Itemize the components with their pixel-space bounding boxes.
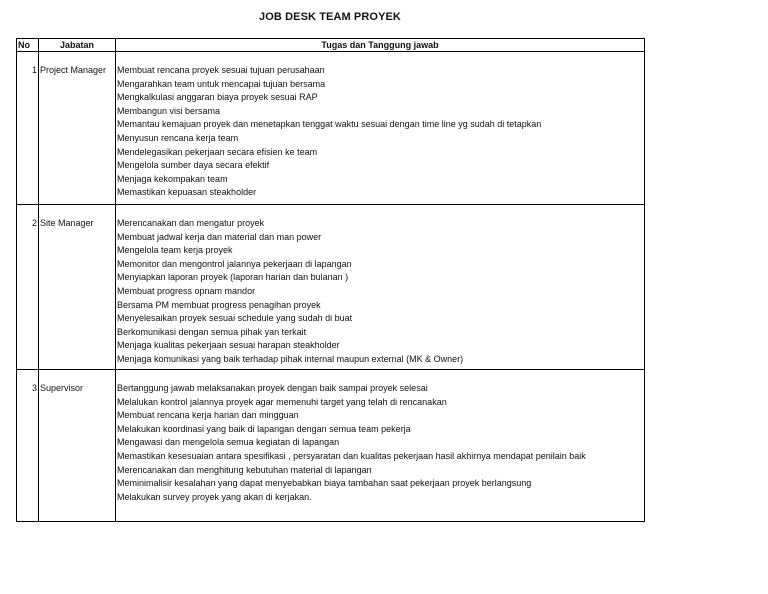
task-item: Memastikan kesesuaian antara spesifikasi , persyaratan dan kualitas pekerjaan hasil akhirnya mendapat penilain baik: [117, 450, 586, 461]
task-item: Membuat jadwal kerja dan material dan man power: [117, 231, 322, 242]
task-item: Membuat rencana kerja harian dan mingguan: [117, 410, 299, 421]
task-item: Memonitor dan mengontrol jalannya pekerjaan di lapangan: [117, 258, 352, 269]
task-item: Merencanakan dan mengatur proyek: [117, 218, 265, 228]
table-row: [17, 205, 645, 370]
row-number: 3: [17, 370, 39, 522]
task-list: [117, 64, 644, 200]
header-no: No: [17, 39, 39, 52]
task-item: Bertanggung jawab melaksanakan proyek dengan baik sampai proyek selesai: [117, 383, 428, 393]
task-item: Bersama PM membuat progress penagihan proyek: [117, 299, 321, 310]
task-item: Melalukan kontrol jalannya proyek agar memenuhi target yang telah di rencanakan: [117, 396, 447, 407]
task-item: Membangun visi bersama: [117, 105, 221, 116]
row-jabatan: Project Manager: [39, 52, 116, 205]
table-row: [17, 370, 645, 522]
task-item: Melakukan koordinasi yang baik di lapangan dengan semua team pekerja: [117, 423, 411, 434]
task-item: Mengarahkan team untuk mencapai tujuan bersama: [117, 78, 326, 89]
task-item: Melakukan survey proyek yang akan di kerjakan.: [117, 491, 312, 502]
task-item: Mengelola sumber daya secara efektif: [117, 160, 270, 171]
task-item: Memantau kemajuan proyek dan menetapkan tenggat waktu sesuai dengan time line yg sudah di tetapkan: [117, 119, 542, 130]
task-item: Menyiapkan laporan proyek (laporan harian dan bulanan ): [117, 272, 349, 283]
task-item: Mengkalkulasi anggaran biaya proyek sesuai RAP: [117, 92, 318, 103]
task-item: Mendelegasikan pekerjaan secara efisien ke team: [117, 146, 318, 157]
document-title: JOB DESK TEAM PROYEK: [259, 11, 401, 23]
header-tugas: Tugas dan Tanggung jawab: [116, 39, 645, 52]
row-tasks: [116, 52, 645, 205]
task-item: Menyelesaikan proyek sesuai schedule yang sudah di buat: [117, 313, 353, 324]
task-item: Menjaga komunikasi yang baik terhadap pihak internal maupun external (MK & Owner): [117, 353, 464, 364]
row-tasks: [116, 370, 645, 522]
task-item: Membuat rencana proyek sesuai tujuan perusahaan: [117, 65, 325, 75]
task-item: Memastikan kepuasan steakholder: [117, 187, 257, 198]
table-row: [17, 52, 645, 205]
task-item: Berkomunikasi dengan semua pihak yan terkait: [117, 326, 307, 337]
table-header-row: [17, 39, 645, 52]
job-desk-table: [16, 38, 645, 522]
task-item: Membuat progress opnam mandor: [117, 285, 256, 296]
task-item: Mengelola team kerja proyek: [117, 245, 233, 256]
row-jabatan: Site Manager: [39, 205, 116, 370]
row-jabatan: Supervisor: [39, 370, 116, 522]
row-number: 2: [17, 205, 39, 370]
header-jabatan: Jabatan: [39, 39, 116, 52]
task-list: [117, 382, 644, 504]
task-item: Menyusun rencana kerja team: [117, 132, 239, 143]
task-item: Meminimalisir kesalahan yang dapat menyebabkan biaya tambahan saat pekerjaan proyek berlangsung: [117, 478, 532, 489]
task-item: Menjaga kualitas pekerjaan sesuai harapan steakholder: [117, 340, 340, 351]
task-item: Merencanakan dan menghitung kebutuhan material di lapangan: [117, 464, 372, 475]
row-tasks: [116, 205, 645, 370]
task-list: [117, 217, 644, 367]
task-item: Menjaga kekompakan team: [117, 173, 228, 184]
row-number: 1: [17, 52, 39, 205]
task-item: Mengawasi dan mengelola semua kegiatan di lapangan: [117, 437, 340, 448]
